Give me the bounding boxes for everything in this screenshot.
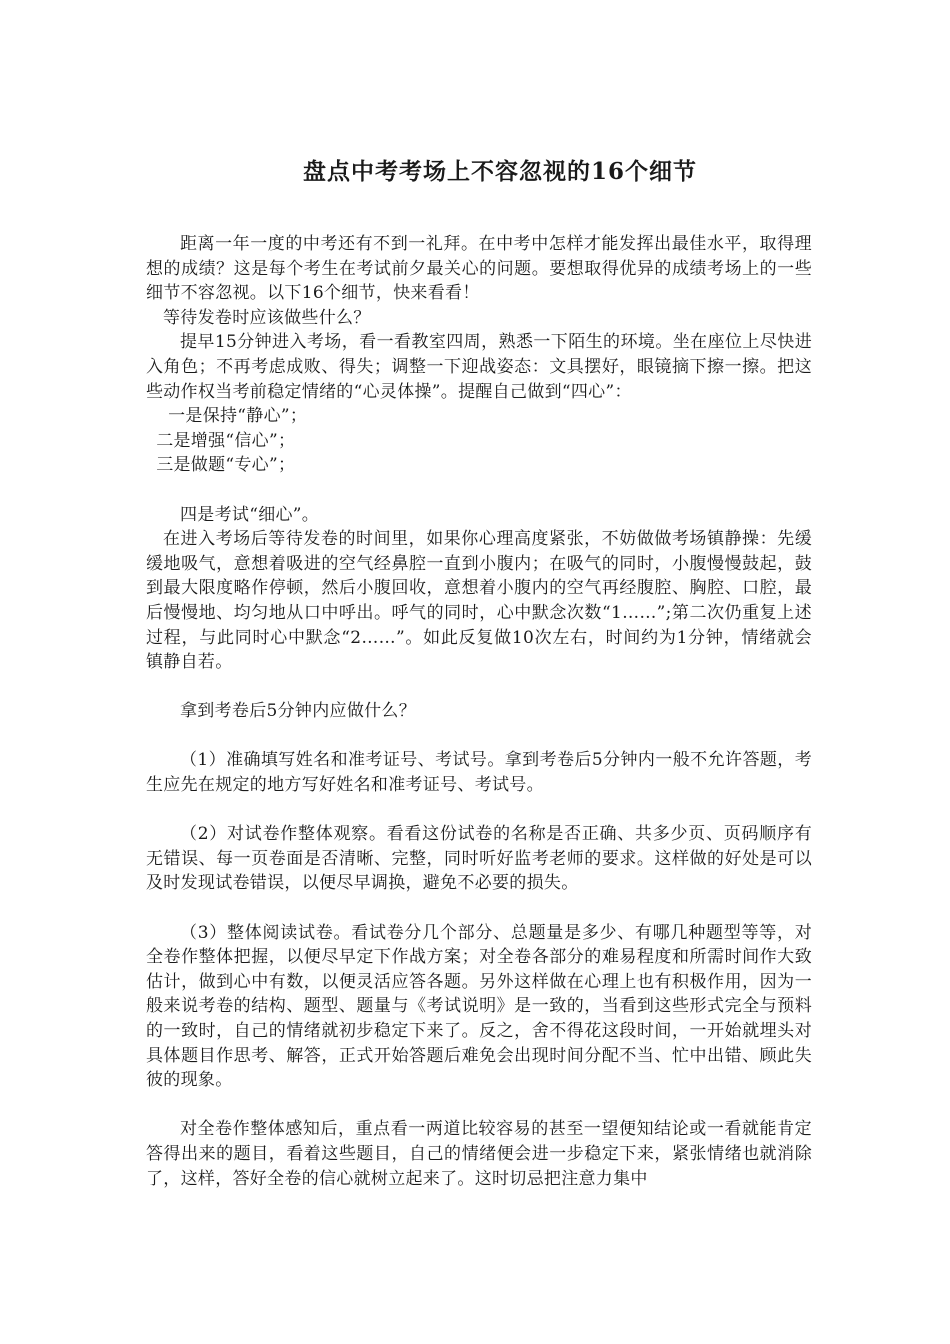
- spacer: [146, 675, 812, 700]
- paragraph-step-2: （2）对试卷作整体观察。看看这份试卷的名称是否正确、共多少页、页码顺序有无错误、每一页卷面是否清晰、完整，同时听好监考老师的要求。这样做的好处是可以及时发现试卷错误，以便尽早调换，避免不必要的损失。: [146, 824, 812, 894]
- paragraph-step-1: （1）准确填写姓名和准考证号、考试号。拿到考卷后5分钟内一般不允许答题，考生应先在规定的地方写好姓名和准考证号、考试号。: [146, 750, 812, 796]
- spacer: [146, 724, 812, 749]
- paragraph-step-3: （3）整体阅读试卷。看试卷分几个部分、总题量是多少、有哪几种题型等等，对全卷作整体把握，以便尽早定下作战方案；对全卷各部分的难易程度和所需时间作大致估计，做到心中有数，以便灵活应答各题。另外这样做在心理上也有积极作用，因为一般来说考卷的结构、题型、题量与《考试说明》是一致的，当看到这些形式完全与预料的一致时，自己的情绪就初步稳定下来了。反之，舍不得花这段时间，一开始就埋头对具体题目作思考、解答，正式开始答题后难免会出现时间分配不当、忙中出错、顾此失彼的现象。: [146, 922, 812, 1091]
- paragraph-overall-perception: 对全卷作整体感知后，重点看一两道比较容易的甚至一望便知结论或一看就能肯定答得出来的题目，看着这些题目，自己的情绪便会进一步稳定下来，紧张情绪也就消除了，这样，答好全卷的信心就树立起来了。这时切忌把注意力集中: [146, 1119, 812, 1189]
- spacer: [146, 1093, 812, 1118]
- paragraph-intro: 距离一年一度的中考还有不到一礼拜。在中考中怎样才能发挥出最佳水平，取得理想的成绩？这是每个考生在考试前夕最关心的问题。要想取得优异的成绩考场上的一些细节不容忽视。以下16个细节，快来看看！: [146, 234, 812, 304]
- list-item-careful: 四是考试“细心”。: [180, 504, 320, 525]
- document-title: 盘点中考考场上不容忽视的16个细节: [302, 158, 697, 185]
- document-body: [146, 232, 812, 1191]
- list-item-focus: 三是做题“专心”；: [156, 455, 296, 476]
- section-heading-first-5-minutes: 拿到考卷后5分钟内应做什么？: [180, 701, 417, 722]
- list-item-calm: 一是保持“静心”；: [168, 406, 308, 427]
- paragraph-early-arrival: 提早15分钟进入考场，看一看教室四周，熟悉一下陌生的环境。坐在座位上尽快进入角色；不再考虑成败、得失；调整一下迎战姿态：文具摆好，眼镜摘下擦一擦。把这些动作权当考前稳定情绪的“心灵体操”。提醒自己做到“四心”：: [146, 332, 812, 402]
- section-heading-waiting: 等待发卷时应该做些什么？: [163, 307, 371, 328]
- spacer: [146, 896, 812, 921]
- spacer: [146, 798, 812, 823]
- paragraph-calming-exercise: 在进入考场后等待发卷的时间里，如果你心理高度紧张，不妨做做考场镇静操：先缓缓地吸气，意想着吸进的空气经鼻腔一直到小腹内；在吸气的同时，小腹慢慢鼓起，鼓到最大限度略作停顿，然后小腹回收，意想着小腹内的空气再经腹腔、胸腔、口腔，最后慢慢地、均匀地从口中呼出。呼气的同时，心中默念次数“1……”;第二次仍重复上述过程，与此同时心中默念“2……”。如此反复做10次左右，时间约为1分钟，情绪就会镇静自若。: [146, 529, 812, 673]
- list-item-confidence: 二是增强“信心”；: [156, 430, 296, 451]
- spacer: [146, 478, 812, 503]
